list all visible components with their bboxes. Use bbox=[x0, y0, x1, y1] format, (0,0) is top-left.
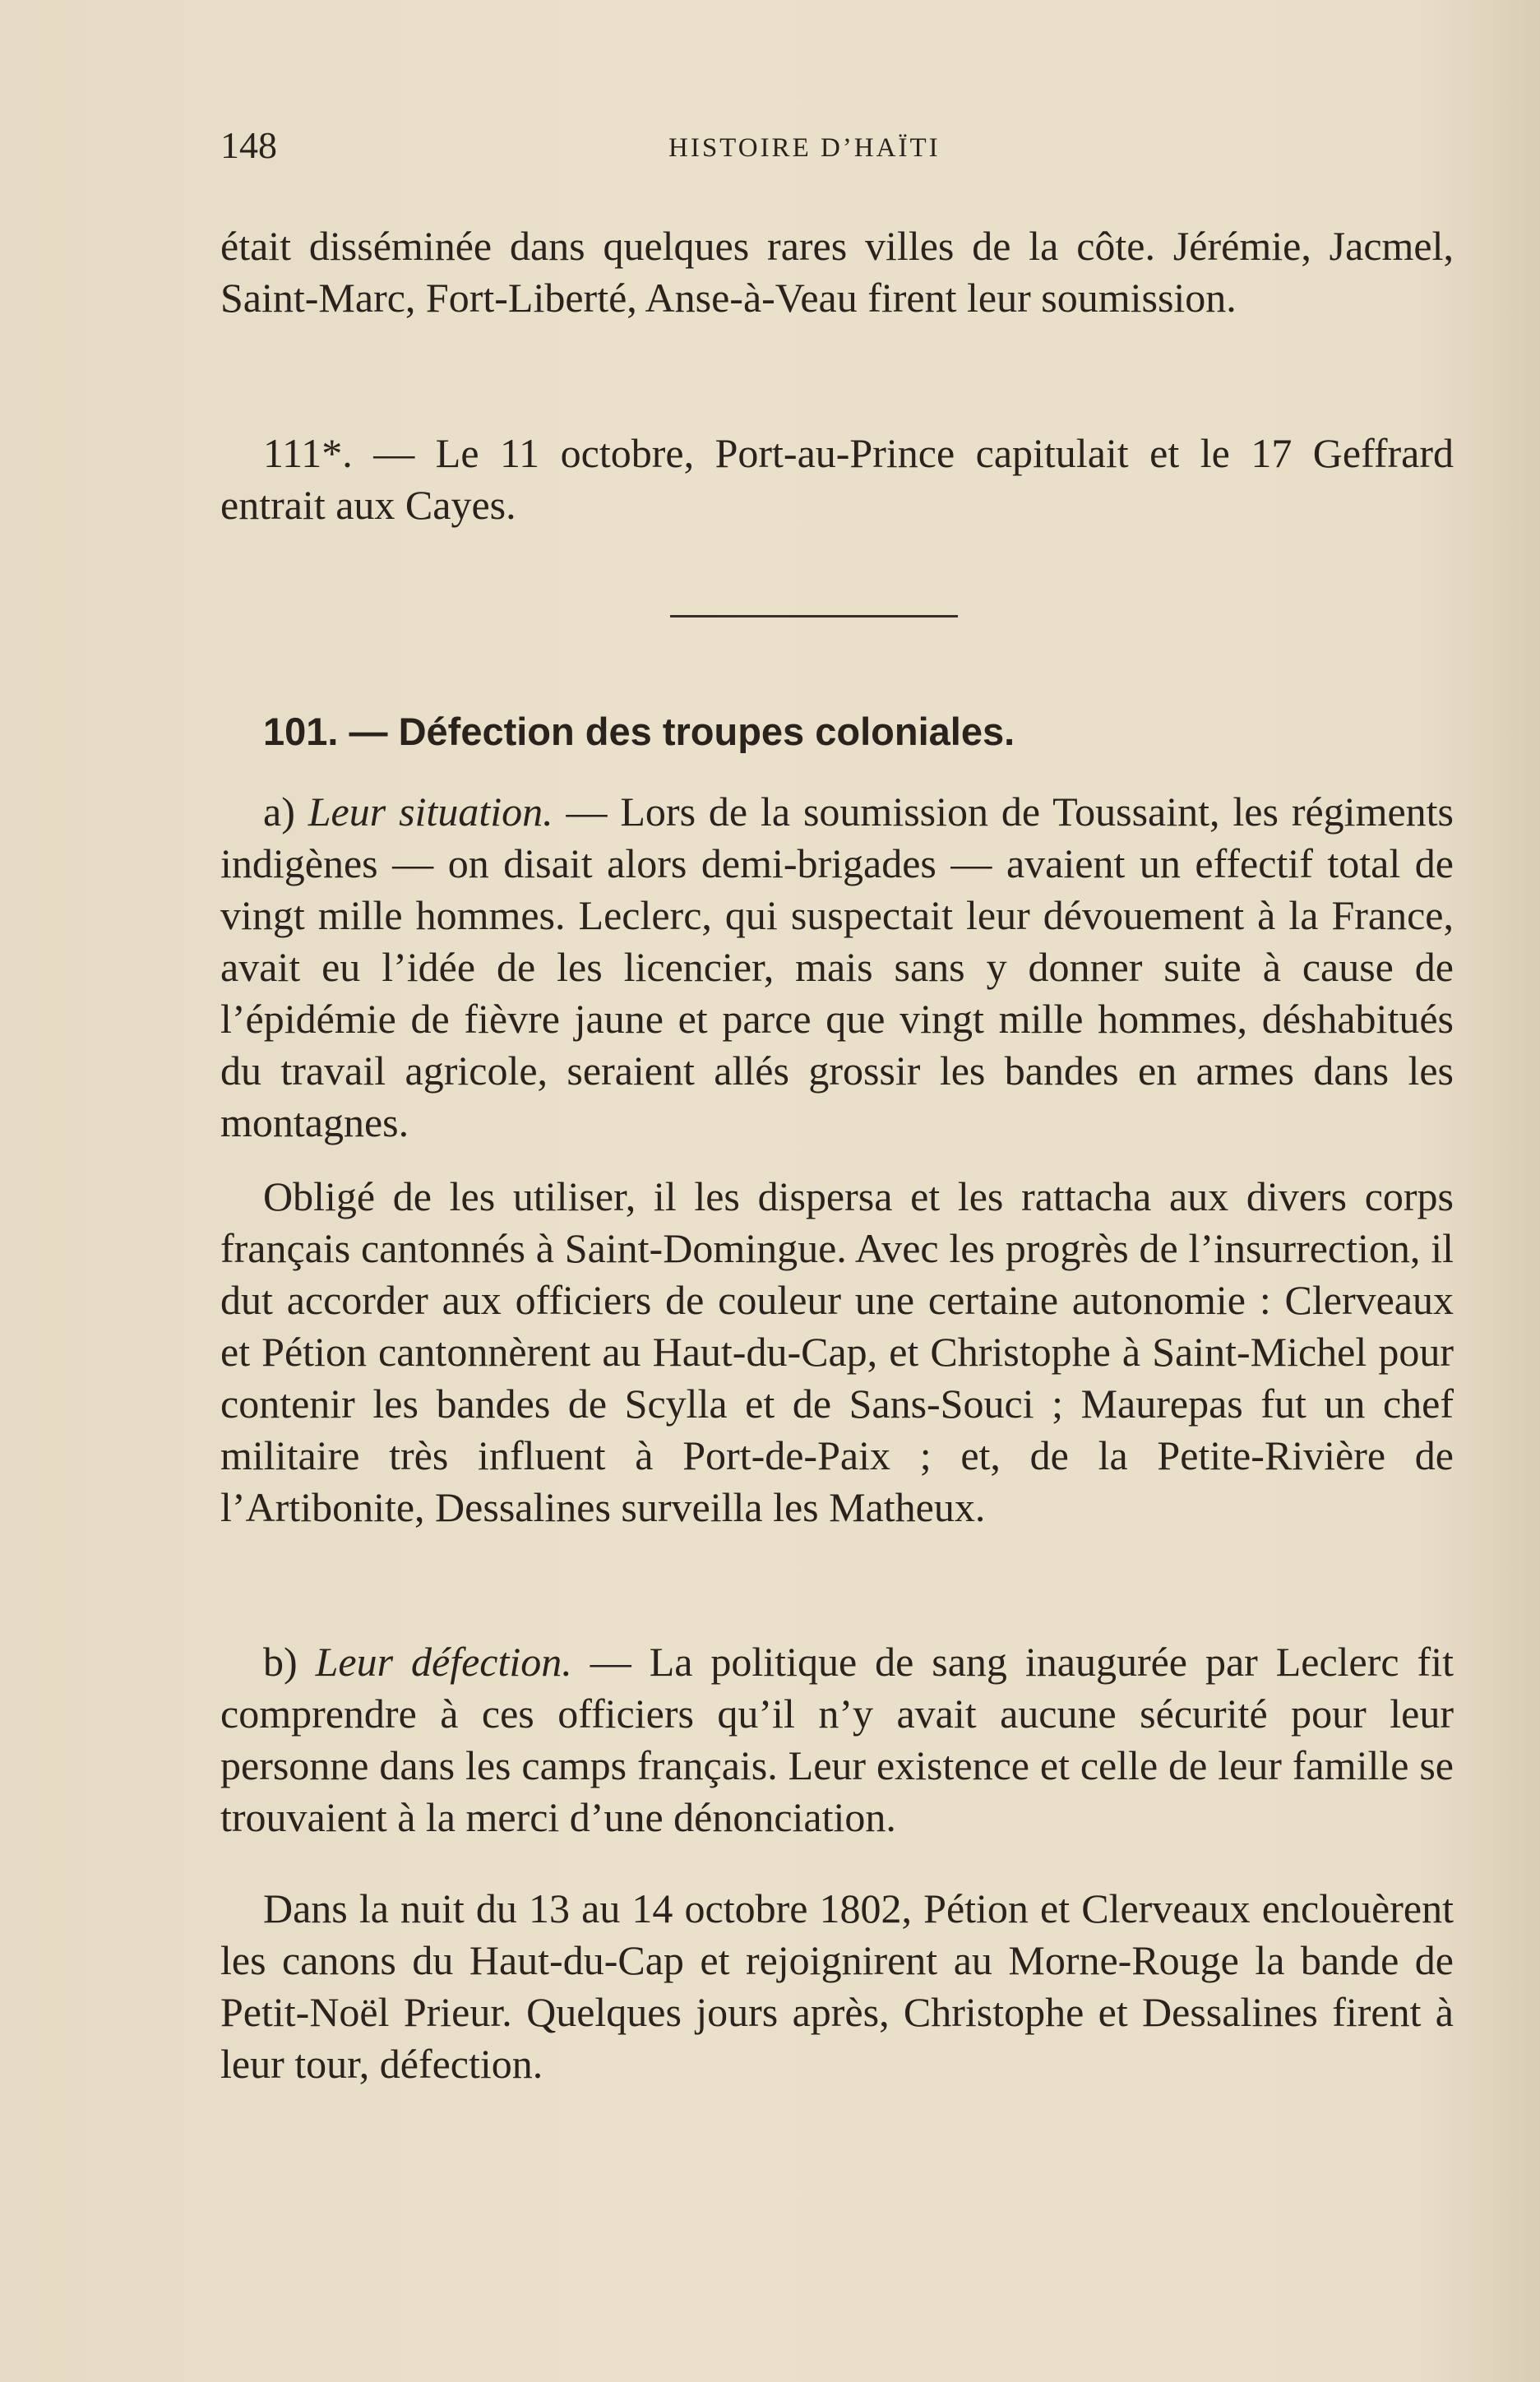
subsection-b-title: Leur défection. bbox=[315, 1639, 572, 1685]
item-111 bbox=[220, 428, 1454, 531]
section-heading: 101. — Défection des troupes coloniales. bbox=[263, 710, 1015, 753]
subsection-a-text: — Lors de la soumission de Toussaint, les régiments indigènes — on disait alors demi-brigades — avaient un effectif total de vingt mille hommes. Leclerc, qui suspectait leur dévouement à la France, avait eu l’idée de les licencier, mais sans y donner suite à cause de l’épidémie de fièvre jaune et parce que vingt mille hommes, déshabitués du travail agricole, seraient allés grossir les bandes en armes dans les montagnes. bbox=[220, 789, 1454, 1145]
continuation-paragraph bbox=[220, 220, 1454, 324]
item-text: — Le 11 octobre, Port-au-Prince capitulait et le 17 Geffrard entrait aux Cayes. bbox=[220, 430, 1454, 528]
item-111-paragraph bbox=[220, 428, 1454, 531]
subsection-a-paragraph bbox=[220, 786, 1454, 1149]
paragraph-night bbox=[220, 1883, 1454, 2090]
separator-rule bbox=[670, 615, 958, 617]
item-number: 111*. bbox=[263, 430, 353, 476]
paragraph-text: Obligé de les utiliser, il les dispersa et les rattacha aux divers corps français cantonnés à Saint-Domingue. Avec les progrès de l’insurrection, il dut accorder aux officiers de couleur une certaine autonomie : Clerveaux et Pétion cantonnèrent au Haut-du-Cap, et Christophe à Saint-Michel pour contenir les bandes de Scylla et de Sans-Souci ; Maurepas fut un chef militaire très influent à Port-de-Paix ; et, de la Petite-Rivière de l’Artibonite, Dessalines surveilla les Matheux. bbox=[220, 1173, 1454, 1530]
subsection-a bbox=[220, 786, 1454, 1149]
subsection-a-title: Leur situation. bbox=[308, 789, 553, 835]
subsection-b-prefix: b) bbox=[263, 1639, 316, 1685]
subsection-a-prefix: a) bbox=[263, 789, 308, 835]
subsection-b-paragraph bbox=[220, 1636, 1454, 1843]
section-heading-block bbox=[220, 705, 1454, 757]
paragraph-obliged bbox=[220, 1171, 1454, 1533]
paragraph-text: Dans la nuit du 13 au 14 octobre 1802, Pétion et Clerveaux enclouèrent les canons du Haut-du-Cap et rejoignirent au Morne-Rouge la bande de Petit-Noël Prieur. Quelques jours après, Christophe et Dessalines firent à leur tour, défection. bbox=[220, 1885, 1454, 2087]
subsection-b-text: — La politique de sang inaugurée par Leclerc fit comprendre à ces officiers qu’il n’y avait aucune sécurité pour leur personne dans les camps français. Leur existence et celle de leur famille se trouvaient à la merci d’une dénonciation. bbox=[220, 1639, 1454, 1840]
page-header bbox=[220, 123, 1454, 173]
paragraph-text: était disséminée dans quelques rares villes de la côte. Jérémie, Jacmel, Saint-Marc, Fort-Liberté, Anse-à-Veau firent leur soumission. bbox=[220, 223, 1454, 321]
subsection-b bbox=[220, 1636, 1454, 1843]
running-title: HISTOIRE D’HAÏTI bbox=[668, 133, 941, 163]
page-number: 148 bbox=[220, 124, 277, 166]
